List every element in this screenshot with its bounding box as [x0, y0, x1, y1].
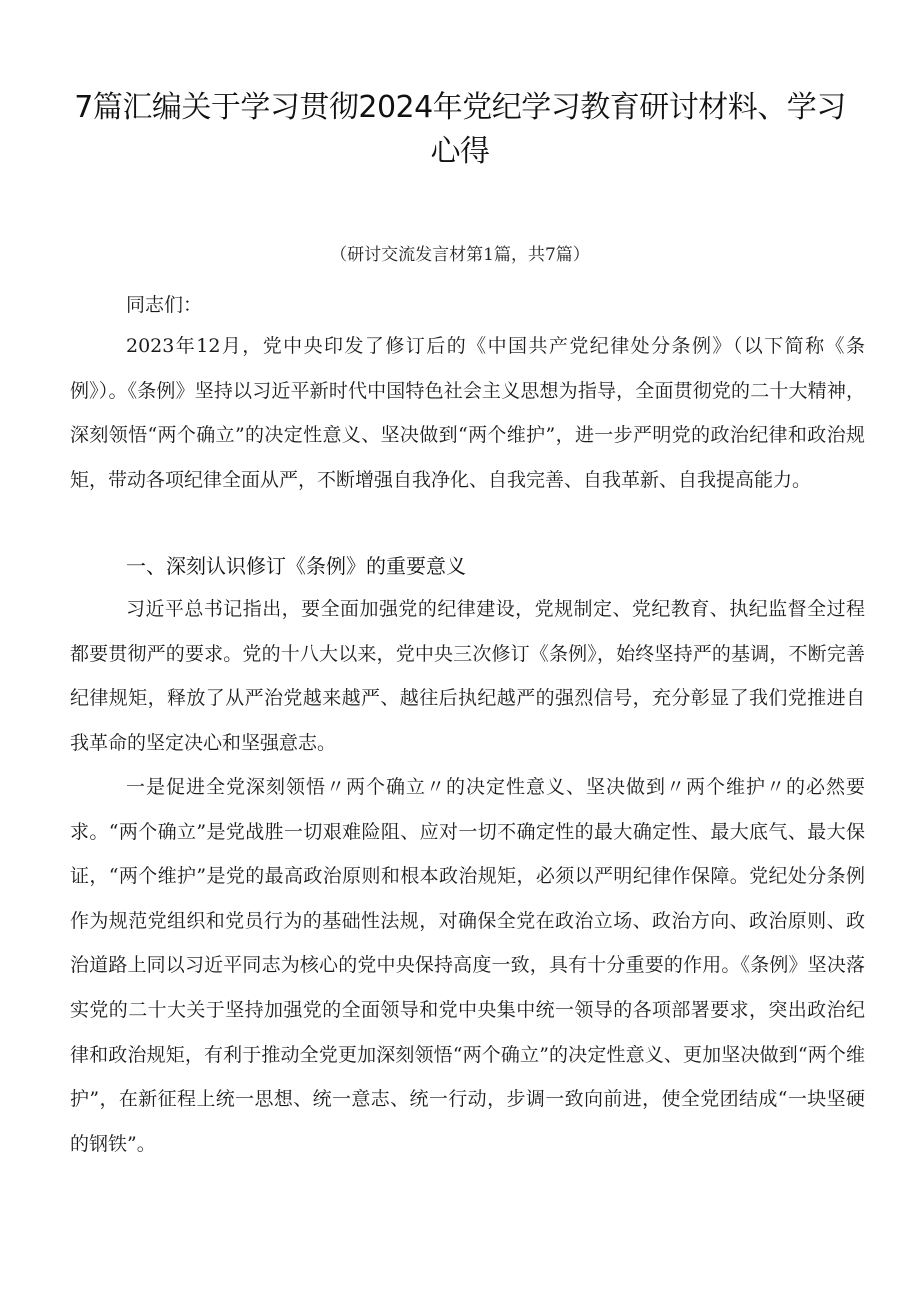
- paragraph-1: 2023年12月，党中央印发了修订后的《中国共产党纪律处分条例》（以下简称《条例》）。《条例》坚持以习近平新时代中国特色社会主义思想为指导，全面贯彻党的二十大精神，深刻领悟“两个确立”的决定性意义、坚决做到“两个维护”，进一步严明党的政治纪律和政治规矩，带动各项纪律全面从严，不断增强自我净化、自我完善、自我革新、自我提高能力。: [70, 335, 865, 491]
- paragraph-2: 习近平总书记指出，要全面加强党的纪律建设，党规制定、党纪教育、执纪监督全过程都要贯彻严的要求。党的十八大以来，党中央三次修订《条例》，始终坚持严的基调，不断完善纪律规矩，释放了从严治党越来越严、越往后执纪越严的强烈信号，充分彰显了我们党推进自我革命的坚定决心和坚强意志。: [70, 598, 865, 754]
- document-title: 7篇汇编关于学习贯彻2024年党纪学习教育研讨材料、学习心得: [74, 90, 846, 169]
- paragraph-3: 一是促进全党深刻领悟〃两个确立〃的决定性意义、坚决做到〃两个维护〃的必然要求。“两个确立”是党战胜一切艰难险阻、应对一切不确定性的最大确定性、最大底气、最大保证，“两个维护”是党的最高政治原则和根本政治规矩，必须以严明纪律作保障。党纪处分条例作为规范党组织和党员行为的基础性法规，对确保全党在政治立场、政治方向、政治原则、政治道路上同以习近平同志为核心的党中央保持高度一致，具有十分重要的作用。《条例》坚决落实党的二十大关于坚持加强党的全面领导和党中央集中统一领导的各项部署要求，突出政治纪律和政治规矩，有利于推动全党更加深刻领悟“两个确立”的决定性意义、更加坚决做到“两个维护”，在新征程上统一思想、统一意志、统一行动，步调一致向前进，使全党团结成“一块坚硬的钢铁”。: [70, 776, 865, 1155]
- section-heading: 一、深刻认识修订《条例》的重要意义: [126, 554, 466, 578]
- document-subtitle: （研讨交流发言材第1篇，共7篇）: [330, 245, 590, 265]
- greeting: 同志们：: [126, 294, 203, 316]
